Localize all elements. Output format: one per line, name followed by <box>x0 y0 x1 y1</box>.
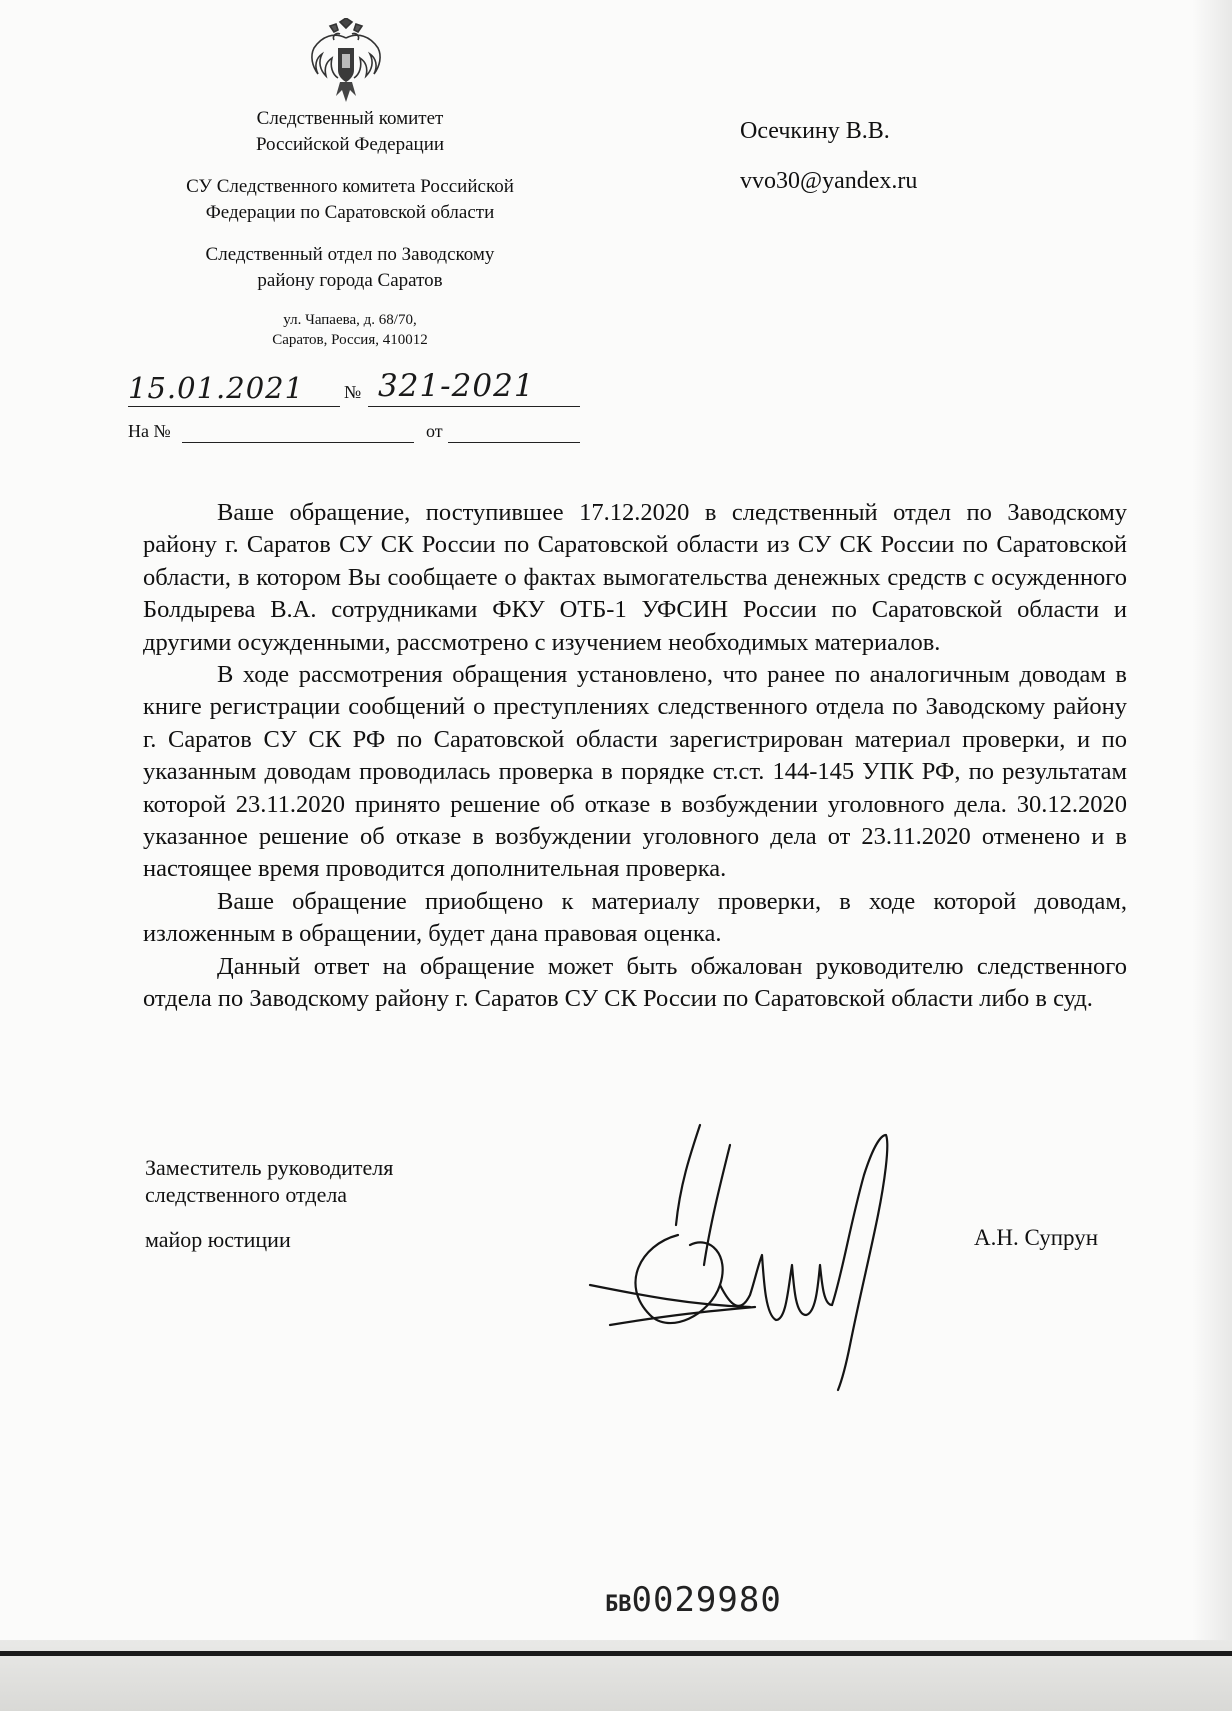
body-paragraph-1: Ваше обращение, поступившее 17.12.2020 в следственный отдел по Заводскому району г. Саратов СУ СК России по Саратовской области из СУ СК России по Саратовской области, в котором Вы сообщаете о фактах вымогательства денежных средств с осужденного Болдырева В.А. сотрудниками ФКУ ОТБ-1 УФСИН России по Саратовской области и другими осужденными, рассмотрено с изучением необходимых материалов. <box>143 499 1127 656</box>
recipient-block <box>740 106 1180 206</box>
from-underline <box>448 442 580 443</box>
handwritten-signature <box>580 1115 910 1395</box>
body-paragraph-2: В ходе рассмотрения обращения установлено, что ранее по аналогичным доводам в книге регистрации сообщений о преступлениях следственного отдела по Заводскому району г. Саратов СУ СК РФ по Саратовской области зарегистрирован материал проверки, и по указанным доводам проводилась проверка в порядке ст.ст. 144-145 УПК РФ, по результатам которой 23.11.2020 принято решение об отказе в возбуждении уголовного дела. 30.12.2020 указанное решение об отказе в возбуждении уголовного дела от 23.11.2020 отменено и в настоящее время проводится дополнительная проверка. <box>143 661 1127 883</box>
org-name-line-5: Следственный отдел по Заводскому <box>205 244 495 265</box>
handwritten-reg-number: 321-2021 <box>378 368 535 404</box>
org-name-line-1: Следственный комитет <box>256 108 444 129</box>
org-name-line-6: району города Саратов <box>257 270 443 291</box>
sender-org-block <box>120 106 580 350</box>
body-paragraph-4: Данный ответ на обращение может быть обжалован руководителю следственного отдела по Заводскому району г. Саратов СУ СК России по Саратовской области либо в суд. <box>143 952 1127 1013</box>
form-serial-number <box>605 1580 782 1620</box>
signer-title-line-1: Заместитель руководителя <box>145 1155 394 1180</box>
recipient-email: vvo30@yandex.ru <box>740 168 918 194</box>
org-name-line-2: Российской Федерации <box>255 134 445 155</box>
handwritten-date: 15.01.2021 <box>128 371 305 405</box>
serial-number: 0029980 <box>631 1580 782 1620</box>
org-name-line-4: Федерации по Саратовской области <box>205 202 495 223</box>
signer-title <box>145 1154 393 1208</box>
coat-of-arms-emblem <box>304 18 388 104</box>
scanner-edge-line <box>0 1651 1232 1656</box>
serial-prefix: БВ <box>605 1592 632 1617</box>
body-paragraph-3: Ваше обращение приобщено к материалу проверки, в ходе которой доводам, изложенным в обращении, будет дана правовая оценка. <box>143 887 1127 948</box>
signer-rank: майор юстиции <box>145 1227 291 1252</box>
date-underline <box>128 406 340 407</box>
from-label: от <box>426 421 443 441</box>
recipient-name: Осечкину В.В. <box>740 118 890 144</box>
number-underline <box>368 406 580 407</box>
ref-underline <box>182 442 414 443</box>
registration-line <box>128 368 580 411</box>
address-line-1: ул. Чапаева, д. 68/70, <box>283 312 417 328</box>
signer-title-line-2: следственного отдела <box>145 1182 348 1207</box>
org-name-line-3: СУ Следственного комитета Российской <box>186 176 514 197</box>
scan-shadow <box>1192 0 1232 1711</box>
number-label: № <box>344 382 362 402</box>
signer-name: А.Н. Супрун <box>974 1225 1099 1250</box>
letter-body <box>143 497 1127 1016</box>
ref-label: На № <box>128 421 171 441</box>
address-line-2: Саратов, Россия, 410012 <box>272 332 428 348</box>
reference-line <box>128 421 588 451</box>
